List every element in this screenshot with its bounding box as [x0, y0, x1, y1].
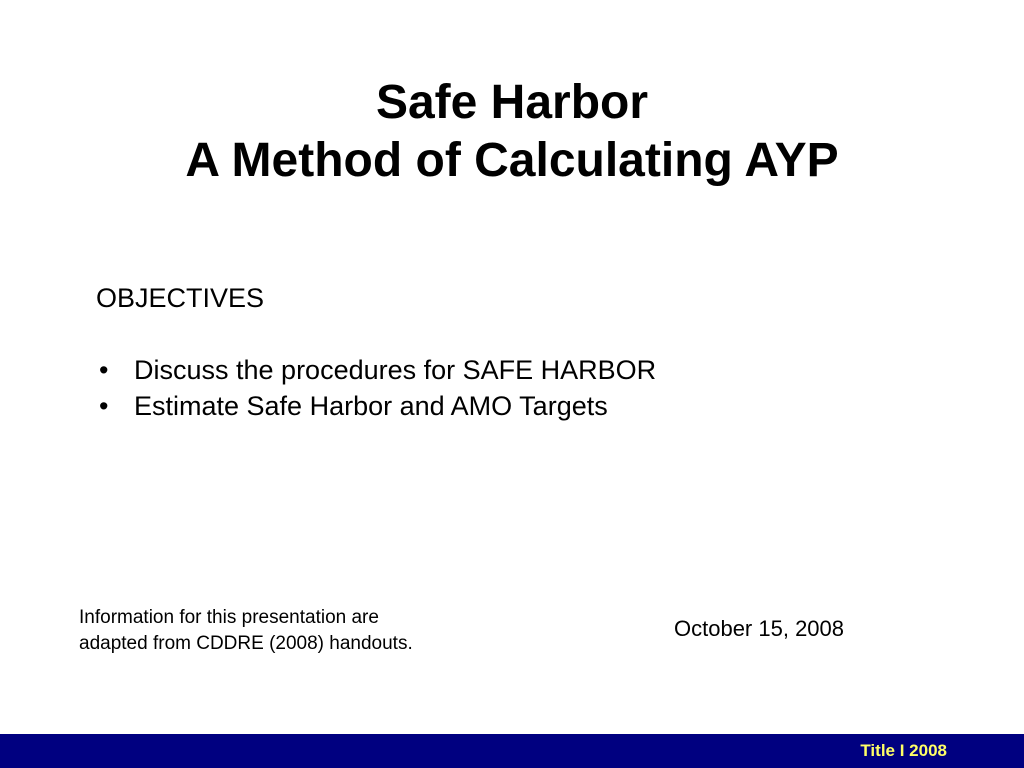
- objectives-list: [96, 352, 896, 424]
- bullet-text: Discuss the procedures for SAFE HARBOR: [134, 355, 657, 385]
- list-item: [96, 388, 896, 424]
- objectives-section: [96, 280, 896, 424]
- bullet-icon: •: [99, 391, 109, 421]
- objectives-heading: OBJECTIVES: [96, 283, 265, 313]
- presentation-date: October 15, 2008: [674, 616, 845, 641]
- source-note-line1: Information for this presentation are: [79, 607, 379, 628]
- footer-label: Title I 2008: [860, 741, 947, 760]
- slide-title-line2: A Method of Calculating AYP: [185, 134, 839, 187]
- footer-bar: [0, 734, 1024, 768]
- slide-title: [0, 74, 1024, 190]
- bullet-text: Estimate Safe Harbor and AMO Targets: [134, 391, 608, 421]
- source-note-line2: adapted from CDDRE (2008) handouts.: [79, 633, 413, 654]
- bullet-icon: •: [99, 355, 109, 385]
- source-note: [79, 605, 509, 657]
- slide-title-line1: Safe Harbor: [375, 76, 649, 129]
- list-item: [96, 352, 896, 388]
